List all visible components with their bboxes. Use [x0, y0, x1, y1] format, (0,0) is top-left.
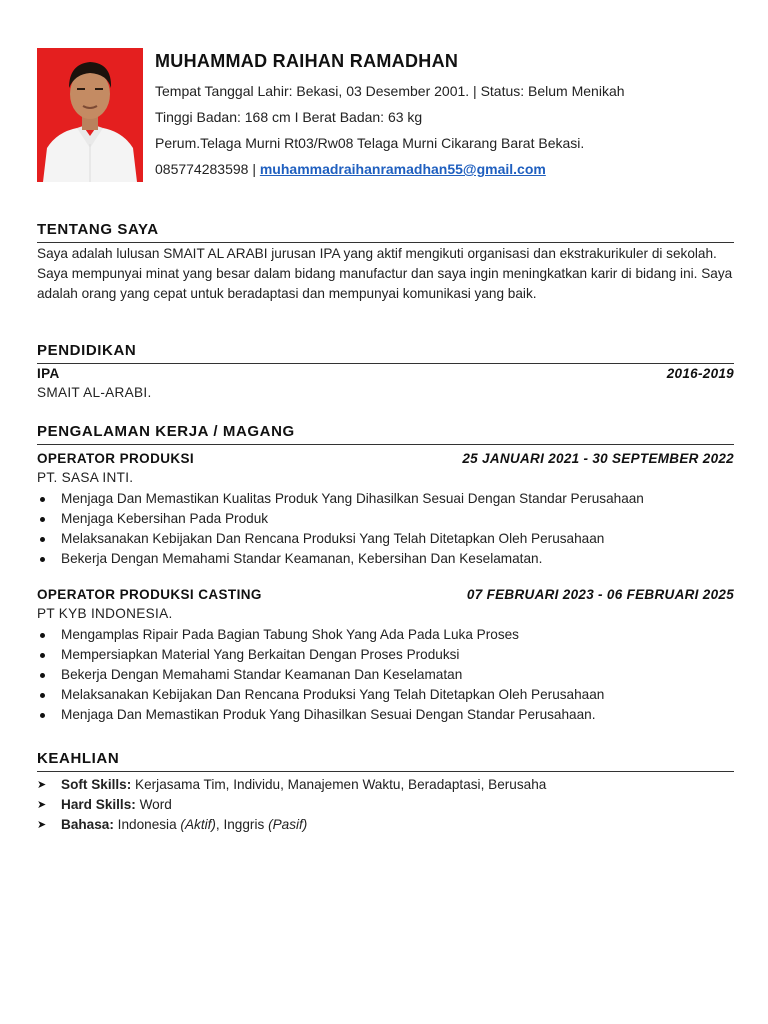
- bullet-icon: [40, 713, 45, 718]
- task-text: Melaksanakan Kebijakan Dan Rencana Produksi Yang Telah Ditetapkan Oleh Perusahaan: [61, 531, 605, 546]
- list-item: [37, 549, 734, 569]
- job-role: OPERATOR PRODUKSI CASTING: [37, 587, 262, 602]
- task-text: Bekerja Dengan Memahami Standar Keamanan Dan Keselamatan: [61, 667, 463, 682]
- list-item: [37, 625, 734, 645]
- arrowhead-bullet-icon: ➤: [37, 779, 47, 791]
- address-line: Perum.Telaga Murni Rt03/Rw08 Telaga Murni Cikarang Barat Bekasi.: [155, 135, 585, 151]
- list-item: [37, 489, 734, 509]
- education-school: SMAIT AL-ARABI.: [37, 385, 152, 400]
- task-text: Menjaga Dan Memastikan Produk Yang Dihasilkan Sesuai Dengan Standar Perusahaan.: [61, 707, 596, 722]
- about-title: TENTANG SAYA: [37, 220, 734, 243]
- bullet-icon: [40, 497, 45, 502]
- language-1: Indonesia: [117, 817, 177, 832]
- list-item: [37, 509, 734, 529]
- job-entry: [37, 449, 734, 569]
- list-item: [37, 529, 734, 549]
- language-label: Bahasa:: [61, 817, 114, 832]
- job-task-list: [37, 489, 734, 569]
- language-2-level: (Pasif): [268, 817, 308, 832]
- bullet-icon: [40, 653, 45, 658]
- task-text: Mengamplas Ripair Pada Bagian Tabung Shok Yang Ada Pada Luka Proses: [61, 627, 519, 642]
- education-section: [37, 341, 734, 402]
- list-item: [37, 705, 734, 725]
- education-row: [37, 364, 734, 384]
- job-period: 25 JANUARI 2021 - 30 SEPTEMBER 2022: [462, 451, 734, 466]
- full-name: MUHAMMAD RAIHAN RAMADHAN: [155, 51, 459, 71]
- hard-skills-value: Word: [139, 797, 172, 812]
- task-text: Bekerja Dengan Memahami Standar Keamanan, Kebersihan Dan Keselamatan.: [61, 551, 543, 566]
- task-text: Melaksanakan Kebijakan Dan Rencana Produksi Yang Telah Ditetapkan Oleh Perusahaan: [61, 687, 605, 702]
- arrowhead-bullet-icon: ➤: [37, 799, 47, 811]
- about-section: [37, 220, 734, 304]
- list-item: [37, 775, 734, 795]
- list-item: [37, 665, 734, 685]
- job-entry: [37, 585, 734, 725]
- contact-line: [155, 159, 735, 180]
- job-period: 07 FEBRUARI 2023 - 06 FEBRUARI 2025: [466, 587, 734, 602]
- language-1-level: (Aktif): [180, 817, 216, 832]
- experience-title: PENGALAMAN KERJA / MAGANG: [37, 422, 734, 445]
- education-title: PENDIDIKAN: [37, 341, 734, 364]
- hard-skills-label: Hard Skills:: [61, 797, 136, 812]
- about-text: Saya adalah lulusan SMAIT AL ARABI jurusan IPA yang aktif mengikuti organisasi dan ekstrakurikuler di sekolah. Saya mempunyai minat yang besar dalam bidang manufactur dan saya ingin meningkatkan karir di bidang ini. Saya adalah orang yang cepat untuk beradaptasi dan mempunyai komunikasi yang baik.: [37, 246, 733, 301]
- email-link[interactable]: muhammadraihanramadhan55@gmail.com: [259, 161, 546, 177]
- task-text: Menjaga Kebersihan Pada Produk: [61, 511, 269, 526]
- job-header: [37, 449, 734, 469]
- bullet-icon: [40, 693, 45, 698]
- bullet-icon: [40, 537, 45, 542]
- experience-section: [37, 422, 734, 725]
- bullet-icon: [40, 517, 45, 522]
- profile-photo: [37, 48, 143, 182]
- list-item: [37, 815, 734, 835]
- bullet-icon: [40, 633, 45, 638]
- job-header: [37, 585, 734, 605]
- task-text: Menjaga Dan Memastikan Kualitas Produk Yang Dihasilkan Sesuai Dengan Standar Perusahaan: [61, 491, 644, 506]
- education-years: 2016-2019: [666, 366, 734, 381]
- soft-skills-label: Soft Skills:: [61, 777, 132, 792]
- soft-skills-value: Kerjasama Tim, Individu, Manajemen Waktu, Beradaptasi, Berusaha: [135, 777, 547, 792]
- list-item: [37, 685, 734, 705]
- task-text: Mempersiapkan Material Yang Berkaitan Dengan Proses Produksi: [61, 647, 460, 662]
- height-weight-line: Tinggi Badan: 168 cm I Berat Badan: 63 kg: [155, 109, 423, 125]
- phone-number: 085774283598 |: [155, 161, 256, 177]
- job-task-list: [37, 625, 734, 725]
- list-item: [37, 795, 734, 815]
- education-major: IPA: [37, 366, 60, 381]
- language-2: , Inggris: [215, 817, 265, 832]
- birth-status-line: Tempat Tanggal Lahir: Bekasi, 03 Desember 2001. | Status: Belum Menikah: [155, 83, 625, 99]
- resume-header: [37, 48, 737, 184]
- skills-section: [37, 749, 734, 835]
- identity-block: [155, 50, 735, 180]
- job-role: OPERATOR PRODUKSI: [37, 451, 195, 466]
- job-company: PT KYB INDONESIA.: [37, 606, 173, 621]
- skills-title: KEAHLIAN: [37, 749, 734, 772]
- bullet-icon: [40, 673, 45, 678]
- list-item: [37, 645, 734, 665]
- arrowhead-bullet-icon: ➤: [37, 819, 47, 831]
- skills-list: [37, 775, 734, 835]
- bullet-icon: [40, 557, 45, 562]
- job-company: PT. SASA INTI.: [37, 470, 134, 485]
